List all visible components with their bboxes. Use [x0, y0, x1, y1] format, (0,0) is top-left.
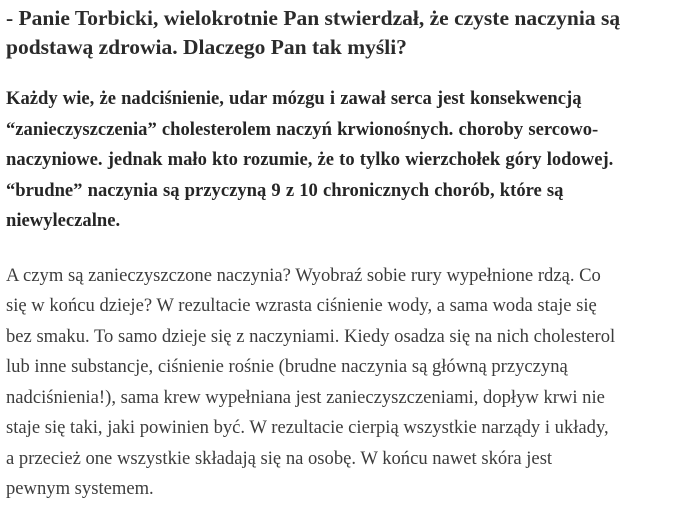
lead-line: “zanieczyszczenia” cholesterolem naczyń krwionośnych. choroby sercowo- [6, 118, 599, 140]
body-line: się w końcu dzieje? W rezultacie wzrasta ciśnienie wody, a sama woda staje się [6, 295, 597, 316]
body-line: lub inne substancje, ciśnienie rośnie (brudne naczynia są główną przyczyną [6, 356, 568, 377]
answer-lead-paragraph [6, 84, 696, 237]
body-line: A czym są zanieczyszczone naczynia? Wyobraź sobie rury wypełnione rdzą. Co [6, 264, 601, 286]
body-line: staje się taki, jaki powinien być. W rezultacie cierpią wszystkie narządy i układy, [6, 417, 609, 438]
body-line: nadciśnienia!), sama krew wypełniana jest zanieczyszczeniami, dopływ krwi nie [6, 386, 605, 408]
lead-line: niewyleczalne. [6, 210, 121, 231]
question-line: - Panie Torbicki, wielokrotnie Pan stwierdzał, że czyste naczynia są [6, 6, 621, 30]
body-line: bez smaku. To samo dzieje się z naczyniami. Kiedy osadza się na nich cholesterol [6, 325, 616, 347]
lead-line: Każdy wie, że nadciśnienie, udar mózgu i zawał serca jest konsekwencją [6, 88, 582, 109]
answer-body-paragraph [6, 261, 696, 505]
lead-line: “brudne” naczynia są przyczyną 9 z 10 chronicznych chorób, które są [6, 179, 564, 201]
body-line: a przecież one wszystkie składają się na osobę. W końcu nawet skóra jest [6, 447, 553, 469]
question-line: podstawą zdrowia. Dlaczego Pan tak myśli? [6, 35, 407, 59]
body-line: pewnym systemem. [6, 478, 154, 499]
article [6, 0, 696, 505]
interview-question [6, 0, 696, 62]
lead-line: naczyniowe. jednak mało kto rozumie, że to tylko wierzchołek góry lodowej. [6, 149, 614, 170]
